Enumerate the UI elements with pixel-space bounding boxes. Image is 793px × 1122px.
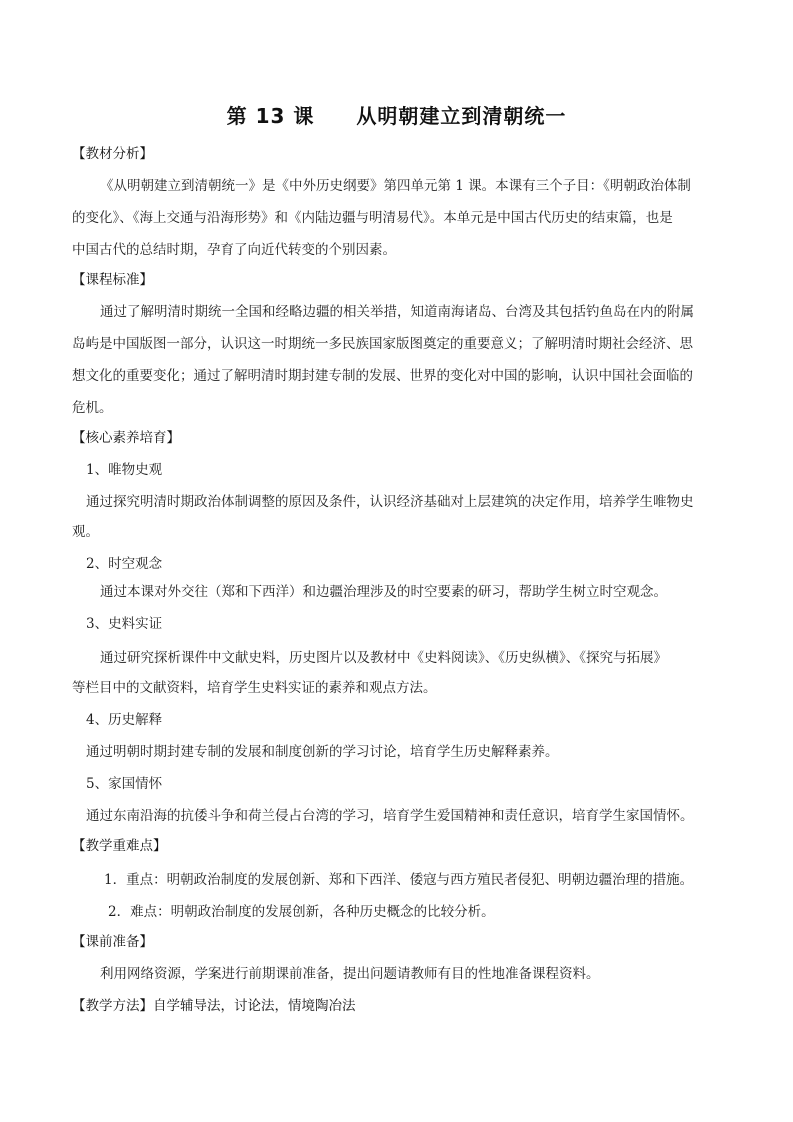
- standard-line-2: 岛屿是中国版图一部分，认识这一时期统一多民族国家版图奠定的重要意义；了解明清时期社会经济、思: [72, 336, 693, 352]
- literacy-item-line: 等栏目中的文献资料，培育学生史料实证的素养和观点方法。: [72, 680, 437, 696]
- analysis-line-1: 《从明朝建立到清朝统一》是《中外历史纲要》第四单元第 1 课。本课有三个子目：《明朝政治体制: [100, 178, 691, 194]
- literacy-item-label: 2、时空观念: [86, 556, 163, 572]
- literacy-item-label: 3、史料实证: [86, 616, 163, 632]
- section-heading-literacy: 【核心素养培育】: [72, 430, 180, 446]
- analysis-line-2: 的变化》、《海上交通与沿海形势》和《内陆边疆与明清易代》。本单元是中国古代历史的结束篇，也是: [72, 210, 673, 226]
- keypoint-item: 1．重点：明朝政治制度的发展创新、郑和下西洋、倭寇与西方殖民者侵犯、明朝边疆治理的措施。: [104, 872, 694, 888]
- literacy-item-line: 通过东南沿海的抗倭斗争和荷兰侵占台湾的学习，培育学生爱国精神和责任意识，培育学生家国情怀。: [86, 808, 694, 824]
- section-heading-method: 【教学方法】: [72, 998, 153, 1014]
- section-heading-standard: 【课程标准】: [72, 272, 153, 288]
- standard-line-3: 想文化的重要变化；通过了解明清时期封建专制的发展、世界的变化对中国的影响，认识中国社会面临的: [72, 368, 693, 384]
- literacy-item-label: 4、历史解释: [86, 712, 163, 728]
- standard-line-1: 通过了解明清时期统一全国和经略边疆的相关举措，知道南海诸岛、台湾及其包括钓鱼岛在内的附属: [100, 304, 694, 320]
- literacy-item-label: 1、唯物史观: [86, 462, 163, 478]
- literacy-item-label: 5、家国情怀: [86, 776, 163, 792]
- standard-line-4: 危机。: [72, 400, 113, 416]
- section-method: [72, 996, 356, 1016]
- literacy-item-line: 观。: [72, 524, 99, 540]
- method-text: 自学辅导法，讨论法，情境陶冶法: [153, 998, 356, 1014]
- section-heading-prep: 【课前准备】: [72, 934, 153, 950]
- keypoint-item: 2．难点：明朝政治制度的发展创新，各种历史概念的比较分析。: [108, 904, 495, 920]
- literacy-item-line: 通过明朝时期封建专制的发展和制度创新的学习讨论，培育学生历史解释素养。: [86, 744, 559, 760]
- prep-line: 利用网络资源，学案进行前期课前准备，提出问题请教师有目的性地准备课程资料。: [100, 966, 600, 982]
- section-heading-keypoints: 【教学重难点】: [72, 838, 167, 854]
- analysis-line-3: 中国古代的总结时期，孕育了向近代转变的个别因素。: [72, 242, 396, 258]
- literacy-item-line: 通过探究明清时期政治体制调整的原因及条件，认识经济基础对上层建筑的决定作用，培养学生唯物史: [86, 494, 694, 510]
- literacy-item-line: 通过研究探析课件中文献史料，历史图片以及教材中《史料阅读》、《历史纵横》、《探究与拓展》: [100, 650, 667, 666]
- page-title: 第 13 课 从明朝建立到清朝统一: [226, 104, 567, 128]
- section-heading-analysis: 【教材分析】: [72, 146, 153, 162]
- literacy-item-line: 通过本课对外交往（郑和下西洋）和边疆治理涉及的时空要素的研习，帮助学生树立时空观念。: [100, 584, 667, 600]
